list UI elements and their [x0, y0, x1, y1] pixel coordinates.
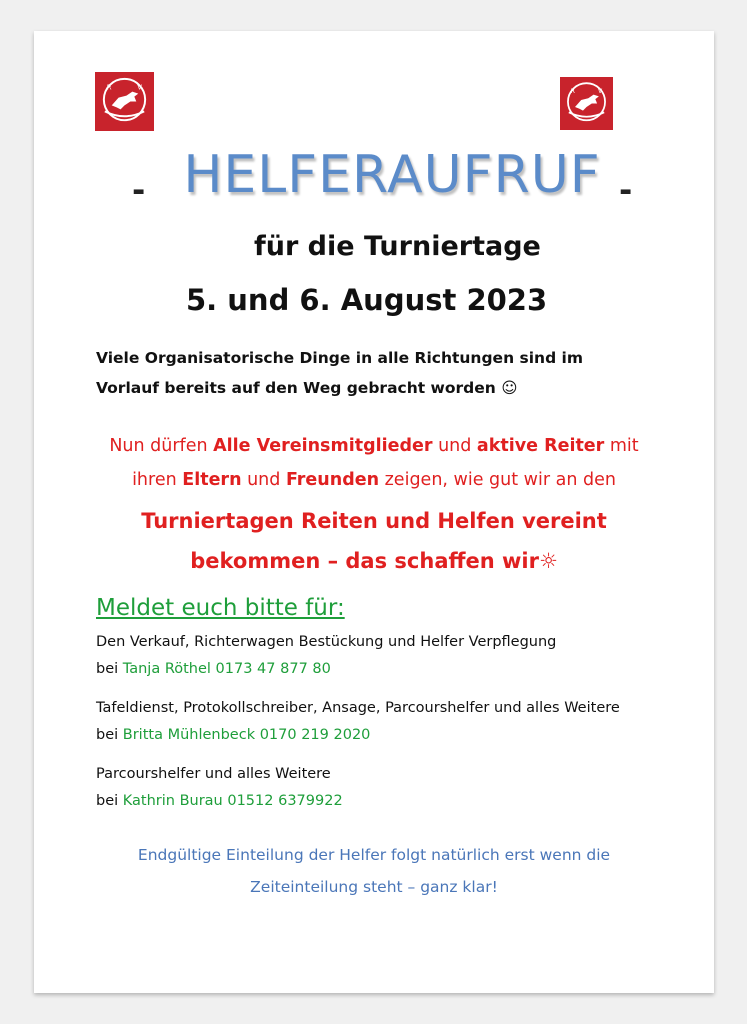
logo-letter-r: R — [106, 83, 112, 92]
horse-jumper-icon — [95, 72, 154, 131]
intro-line2: Vorlauf bereits auf den Weg gebracht worden ☺ — [96, 379, 518, 397]
call-to-action — [34, 429, 714, 581]
title-dash-right: - — [619, 171, 633, 209]
call-emphasis: Eltern — [182, 470, 242, 490]
call-line3: Turniertagen Reiten und Helfen vereint — [141, 509, 607, 533]
call-emphasis: aktive Reiter — [476, 436, 605, 456]
call-line2 — [34, 463, 714, 497]
horse-jumper-icon — [560, 77, 613, 130]
task-item — [96, 695, 620, 749]
logo-letter-r: R — [570, 87, 575, 95]
call-text: und — [432, 436, 477, 456]
call-text: mit — [604, 436, 639, 456]
section-heading: Meldet euch bitte für: — [96, 595, 345, 621]
task-title: Den Verkauf, Richterwagen Bestückung und Helfer Verpflegung — [96, 634, 557, 650]
subtitle-line1: für die Turniertage — [254, 231, 541, 262]
task-bei: bei — [96, 661, 123, 677]
call-text: und — [241, 470, 286, 490]
task-title: Parcourshelfer und alles Weitere — [96, 766, 331, 782]
logo-letter-v: V — [137, 83, 142, 92]
task-bei: bei — [96, 793, 123, 809]
task-contact-line — [96, 788, 343, 815]
call-text: Nun dürfen — [109, 436, 214, 456]
task-contact: Britta Mühlenbeck 0170 219 2020 — [122, 727, 371, 743]
footer-line2: Zeiteinteilung steht – ganz klar! — [250, 878, 498, 896]
task-item — [96, 629, 556, 683]
call-emphasis: Freunden — [285, 470, 380, 490]
task-title: Tafeldienst, Protokollschreiber, Ansage, Parcourshelfer und alles Weitere — [96, 700, 620, 716]
club-logo-right — [560, 77, 613, 130]
call-text: zeigen, wie gut wir an den — [379, 470, 616, 490]
task-contact-line — [96, 656, 556, 683]
task-item — [96, 761, 343, 815]
call-emphasis: Alle Vereinsmitglieder — [213, 436, 433, 456]
page-title: HELFERAUFRUF — [183, 145, 601, 205]
task-contact-line — [96, 722, 620, 749]
intro-line1: Viele Organisatorische Dinge in alle Richtungen sind im — [96, 349, 584, 367]
subtitle-date: 5. und 6. August 2023 — [186, 283, 548, 317]
intro-text — [96, 343, 676, 403]
title-row — [34, 137, 714, 207]
title-dash-left: - — [132, 171, 146, 209]
task-bei: bei — [96, 727, 123, 743]
flyer-page — [34, 31, 714, 993]
footer-note — [34, 839, 714, 903]
call-text: ihren — [132, 470, 183, 490]
call-line4: bekommen – das schaffen wir☼ — [190, 549, 558, 573]
footer-line1: Endgültige Einteilung der Helfer folgt natürlich erst wenn die — [137, 846, 611, 864]
club-logo-left — [95, 72, 154, 131]
call-line1 — [34, 429, 714, 463]
task-contact: Kathrin Burau 01512 6379922 — [122, 793, 343, 809]
task-contact: Tanja Röthel 0173 47 877 80 — [122, 661, 331, 677]
logo-letter-v: V — [597, 87, 603, 95]
